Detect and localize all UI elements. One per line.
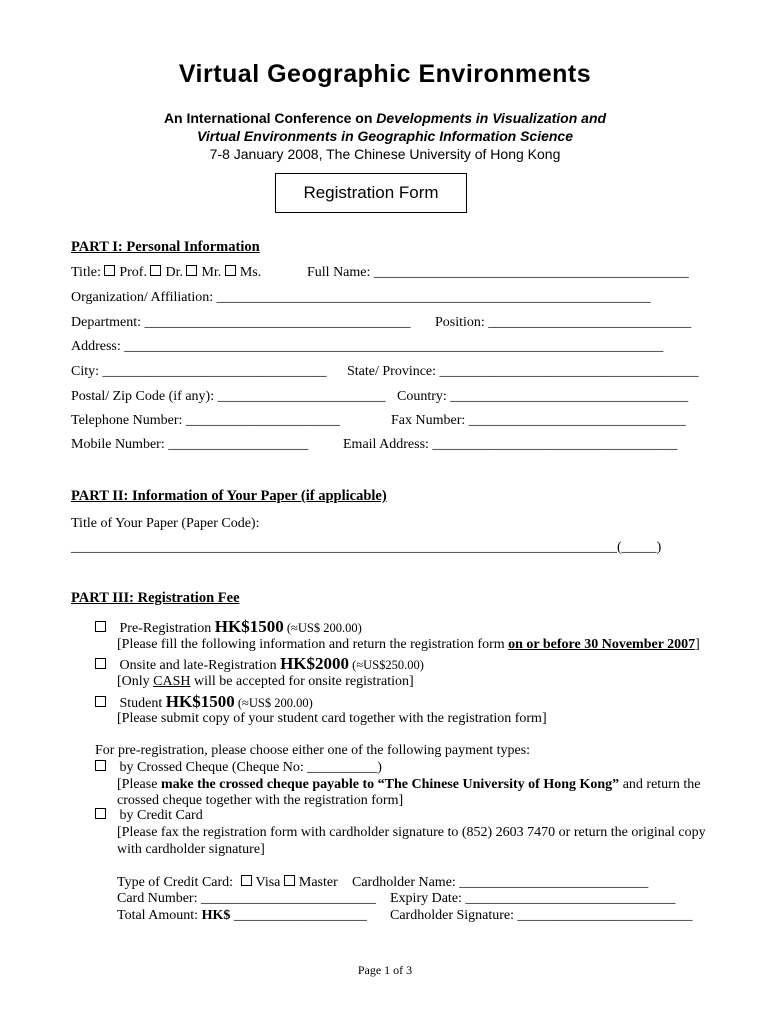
student-usd: (≈US$ 200.00) bbox=[234, 696, 313, 710]
pre-registration-price: HK$1500 bbox=[214, 617, 284, 636]
fax-field[interactable]: Fax Number: _______________________________ bbox=[391, 413, 686, 428]
page-number: Page 1 of 3 bbox=[357, 963, 413, 977]
title-label: Title: bbox=[71, 265, 101, 280]
card-number-field[interactable]: Card Number: _________________________ bbox=[117, 891, 376, 906]
state-field[interactable]: State/ Province: _____________________________________ bbox=[347, 364, 699, 379]
option-dr: Dr. bbox=[165, 265, 183, 280]
card-type-label: Type of Credit Card: bbox=[117, 875, 234, 890]
checkbox-dr[interactable] bbox=[150, 265, 161, 276]
cheque-note: [Please make the crossed cheque payable to “The Chinese University of Hong Kong” and return the bbox=[117, 777, 701, 792]
student-price: HK$1500 bbox=[165, 692, 235, 711]
telephone-field[interactable]: Telephone Number: ______________________ bbox=[71, 413, 340, 428]
cheque-label: by Crossed Cheque (Cheque No: __________) bbox=[119, 760, 382, 775]
part1-heading: PART I: Personal Information bbox=[71, 239, 260, 255]
expiry-date-field[interactable]: Expiry Date: ______________________________ bbox=[390, 891, 676, 906]
full-name-field[interactable]: Full Name: _____________________________________________ bbox=[307, 265, 689, 280]
cardholder-signature-field[interactable]: Cardholder Signature: _________________________ bbox=[390, 908, 693, 923]
visa-label: Visa bbox=[255, 875, 281, 890]
card-note-1: [Please fax the registration form with cardholder signature to (852) 2603 7470 or return the original copy bbox=[117, 825, 706, 840]
onsite-price: HK$2000 bbox=[280, 654, 350, 673]
title-options bbox=[71, 265, 261, 281]
credit-card-label: by Credit Card bbox=[119, 808, 203, 823]
onsite-label: Onsite and late-Registration bbox=[119, 658, 281, 673]
checkbox-mr[interactable] bbox=[186, 265, 197, 276]
checkbox-ms[interactable] bbox=[225, 265, 236, 276]
checkbox-prof[interactable] bbox=[104, 265, 115, 276]
card-note-2: with cardholder signature] bbox=[117, 842, 265, 857]
checkbox-student[interactable] bbox=[95, 696, 106, 707]
fee-option-onsite bbox=[95, 654, 424, 674]
checkbox-pre-registration[interactable] bbox=[95, 621, 106, 632]
total-amount-field[interactable]: Total Amount: HK$ ___________________ bbox=[117, 908, 367, 923]
position-field[interactable]: Position: _____________________________ bbox=[435, 315, 692, 330]
form-title-box: Registration Form bbox=[275, 173, 467, 213]
checkbox-onsite[interactable] bbox=[95, 658, 106, 669]
conference-line-1: An International Conference on Developments in Visualization and bbox=[163, 110, 607, 126]
paper-title-field[interactable]: ______________________________________________________________________________(_____) bbox=[71, 540, 662, 555]
address-field[interactable]: Address: _____________________________________________________________________________ bbox=[71, 339, 664, 354]
paper-title-label: Title of Your Paper (Paper Code): bbox=[71, 516, 260, 531]
pre-registration-note: [Please fill the following information and return the registration form on or before 30 November 2007] bbox=[117, 637, 700, 652]
onsite-usd: (≈US$250.00) bbox=[349, 658, 424, 672]
organization-field[interactable]: Organization/ Affiliation: ______________________________________________________________ bbox=[71, 290, 651, 305]
country-field[interactable]: Country: __________________________________ bbox=[397, 389, 689, 404]
checkbox-credit-card[interactable] bbox=[95, 808, 106, 819]
checkbox-cheque[interactable] bbox=[95, 760, 106, 771]
email-field[interactable]: Email Address: ___________________________________ bbox=[343, 437, 678, 452]
pre-registration-label: Pre-Registration bbox=[119, 621, 215, 636]
city-field[interactable]: City: ________________________________ bbox=[71, 364, 327, 379]
department-field[interactable]: Department: ______________________________________ bbox=[71, 315, 411, 330]
payment-cheque bbox=[95, 760, 382, 776]
option-mr: Mr. bbox=[201, 265, 222, 280]
postal-field[interactable]: Postal/ Zip Code (if any): ________________________ bbox=[71, 389, 386, 404]
part3-heading: PART III: Registration Fee bbox=[71, 590, 240, 606]
checkbox-master[interactable] bbox=[284, 875, 295, 886]
document-title: Virtual Geographic Environments bbox=[178, 60, 592, 88]
conference-date: 7-8 January 2008, The Chinese University of Hong Kong bbox=[209, 146, 561, 162]
fee-option-pre-registration bbox=[95, 617, 362, 637]
part2-heading: PART II: Information of Your Paper (if applicable) bbox=[71, 488, 387, 504]
cheque-note-2: crossed cheque together with the registration form] bbox=[117, 793, 404, 808]
student-note: [Please submit copy of your student card together with the registration form] bbox=[117, 711, 547, 726]
master-label: Master bbox=[298, 875, 338, 890]
student-label: Student bbox=[119, 696, 166, 711]
pre-registration-usd: (≈US$ 200.00) bbox=[283, 621, 362, 635]
card-type-row bbox=[117, 875, 338, 891]
option-ms: Ms. bbox=[239, 265, 262, 280]
payment-intro: For pre-registration, please choose either one of the following payment types: bbox=[95, 743, 531, 758]
cardholder-name-field[interactable]: Cardholder Name: ___________________________ bbox=[352, 875, 649, 890]
fee-option-student bbox=[95, 692, 313, 712]
mobile-field[interactable]: Mobile Number: ____________________ bbox=[71, 437, 309, 452]
option-prof: Prof. bbox=[119, 265, 147, 280]
conference-line-2: Virtual Environments in Geographic Information Science bbox=[197, 128, 573, 144]
payment-credit-card bbox=[95, 808, 203, 824]
checkbox-visa[interactable] bbox=[241, 875, 252, 886]
onsite-note: [Only CASH will be accepted for onsite registration] bbox=[117, 674, 414, 689]
